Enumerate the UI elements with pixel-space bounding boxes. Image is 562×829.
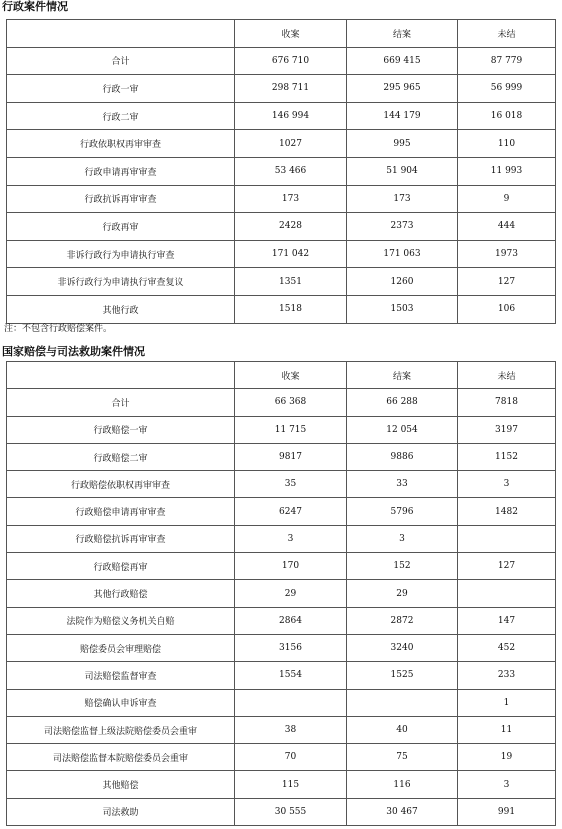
cell-closed: 33 — [347, 471, 458, 498]
section-title-administrative: 行政案件情况 — [2, 0, 68, 13]
header-cell-closed: 结案 — [347, 20, 458, 48]
header-cell-pending: 未结 — [458, 20, 556, 48]
cell-closed: 171 063 — [347, 240, 458, 268]
row-label: 非诉行政行为申请执行审查 — [7, 240, 235, 268]
table-row — [7, 389, 556, 416]
cell-received: 35 — [235, 471, 347, 498]
cell-received: 1027 — [235, 130, 347, 158]
row-label: 其他赔偿 — [7, 771, 235, 798]
cell-closed: 30 467 — [347, 798, 458, 825]
cell-pending: 9 — [458, 185, 556, 213]
table-row — [7, 580, 556, 607]
cell-closed: 66 288 — [347, 389, 458, 416]
table-row — [7, 295, 556, 323]
table-row — [7, 771, 556, 798]
table-row — [7, 689, 556, 716]
cell-received: 6247 — [235, 498, 347, 525]
row-label: 合计 — [7, 389, 235, 416]
cell-closed: 75 — [347, 744, 458, 771]
cell-closed: 12 054 — [347, 416, 458, 443]
cell-received: 1518 — [235, 295, 347, 323]
cell-pending: 7818 — [458, 389, 556, 416]
row-label: 行政赔偿依职权再审审查 — [7, 471, 235, 498]
table-row — [7, 471, 556, 498]
cell-pending: 3197 — [458, 416, 556, 443]
cell-received: 3156 — [235, 634, 347, 661]
table-row — [7, 157, 556, 185]
table-row — [7, 744, 556, 771]
cell-closed — [347, 689, 458, 716]
cell-closed: 9886 — [347, 443, 458, 470]
section-title-state-compensation: 国家赔偿与司法救助案件情况 — [2, 345, 145, 358]
table-row — [7, 268, 556, 296]
row-label: 行政一审 — [7, 75, 235, 103]
table-row — [7, 662, 556, 689]
row-label: 司法赔偿监督本院赔偿委员会重审 — [7, 744, 235, 771]
cell-pending — [458, 580, 556, 607]
cell-received: 38 — [235, 716, 347, 743]
cell-received: 1554 — [235, 662, 347, 689]
cell-closed: 152 — [347, 553, 458, 580]
cell-received: 676 710 — [235, 47, 347, 75]
cell-pending: 127 — [458, 268, 556, 296]
row-label: 行政赔偿二审 — [7, 443, 235, 470]
row-label: 法院作为赔偿义务机关自赔 — [7, 607, 235, 634]
cell-closed: 1525 — [347, 662, 458, 689]
cell-pending: 1482 — [458, 498, 556, 525]
cell-pending: 3 — [458, 471, 556, 498]
row-label: 司法赔偿监督上级法院赔偿委员会重审 — [7, 716, 235, 743]
cell-pending: 11 993 — [458, 157, 556, 185]
cell-pending: 1 — [458, 689, 556, 716]
header-cell-closed: 结案 — [347, 362, 458, 389]
cell-closed: 29 — [347, 580, 458, 607]
cell-closed: 5796 — [347, 498, 458, 525]
row-label: 行政赔偿抗诉再审审查 — [7, 525, 235, 552]
table-footnote: 注：不包含行政赔偿案件。 — [4, 324, 113, 334]
cell-closed: 173 — [347, 185, 458, 213]
cell-received: 9817 — [235, 443, 347, 470]
table-row — [7, 240, 556, 268]
row-label: 赔偿委员会审理赔偿 — [7, 634, 235, 661]
cell-pending: 1973 — [458, 240, 556, 268]
row-label: 行政赔偿再审 — [7, 553, 235, 580]
row-label: 赔偿确认申诉审查 — [7, 689, 235, 716]
cell-pending — [458, 525, 556, 552]
row-label: 司法赔偿监督审查 — [7, 662, 235, 689]
cell-received: 146 994 — [235, 102, 347, 130]
cell-pending: 127 — [458, 553, 556, 580]
cell-pending: 233 — [458, 662, 556, 689]
table-row — [7, 47, 556, 75]
cell-closed: 116 — [347, 771, 458, 798]
cell-pending: 16 018 — [458, 102, 556, 130]
cell-received — [235, 689, 347, 716]
table-row — [7, 213, 556, 241]
row-label: 合计 — [7, 47, 235, 75]
cell-received: 298 711 — [235, 75, 347, 103]
header-cell-received: 收案 — [235, 20, 347, 48]
cell-closed: 669 415 — [347, 47, 458, 75]
row-label: 行政抗诉再审审查 — [7, 185, 235, 213]
table-header-row — [7, 362, 556, 389]
cell-pending: 147 — [458, 607, 556, 634]
header-cell-blank — [7, 362, 235, 389]
cell-received: 30 555 — [235, 798, 347, 825]
cell-received: 70 — [235, 744, 347, 771]
header-cell-pending: 未结 — [458, 362, 556, 389]
cell-pending: 106 — [458, 295, 556, 323]
cell-closed: 295 965 — [347, 75, 458, 103]
cell-received: 2428 — [235, 213, 347, 241]
cell-pending: 444 — [458, 213, 556, 241]
cell-closed: 1503 — [347, 295, 458, 323]
cell-pending: 87 779 — [458, 47, 556, 75]
table-row — [7, 607, 556, 634]
cell-pending: 1152 — [458, 443, 556, 470]
row-label: 行政再审 — [7, 213, 235, 241]
cell-closed: 2373 — [347, 213, 458, 241]
cell-closed: 144 179 — [347, 102, 458, 130]
row-label: 司法救助 — [7, 798, 235, 825]
table-row — [7, 553, 556, 580]
cell-pending: 56 999 — [458, 75, 556, 103]
table-row — [7, 498, 556, 525]
administrative-cases-table — [6, 19, 556, 324]
cell-received: 3 — [235, 525, 347, 552]
cell-received: 171 042 — [235, 240, 347, 268]
cell-received: 173 — [235, 185, 347, 213]
table-row — [7, 634, 556, 661]
cell-closed: 3 — [347, 525, 458, 552]
cell-received: 29 — [235, 580, 347, 607]
table-row — [7, 185, 556, 213]
header-cell-received: 收案 — [235, 362, 347, 389]
cell-pending: 991 — [458, 798, 556, 825]
cell-pending: 19 — [458, 744, 556, 771]
table-row — [7, 443, 556, 470]
row-label: 非诉行政行为申请执行审查复议 — [7, 268, 235, 296]
cell-closed: 2872 — [347, 607, 458, 634]
table-row — [7, 130, 556, 158]
table-row — [7, 716, 556, 743]
row-label: 行政赔偿一审 — [7, 416, 235, 443]
cell-received: 66 368 — [235, 389, 347, 416]
table-row — [7, 798, 556, 825]
cell-received: 170 — [235, 553, 347, 580]
cell-closed: 51 904 — [347, 157, 458, 185]
table-row — [7, 102, 556, 130]
cell-received: 53 466 — [235, 157, 347, 185]
cell-received: 2864 — [235, 607, 347, 634]
row-label: 其他行政赔偿 — [7, 580, 235, 607]
row-label: 行政二审 — [7, 102, 235, 130]
cell-closed: 1260 — [347, 268, 458, 296]
cell-received: 11 715 — [235, 416, 347, 443]
cell-closed: 995 — [347, 130, 458, 158]
cell-pending: 110 — [458, 130, 556, 158]
cell-pending: 3 — [458, 771, 556, 798]
header-cell-blank — [7, 20, 235, 48]
cell-received: 115 — [235, 771, 347, 798]
table-header-row — [7, 20, 556, 48]
cell-closed: 3240 — [347, 634, 458, 661]
row-label: 行政依职权再审审查 — [7, 130, 235, 158]
table-row — [7, 525, 556, 552]
row-label: 行政申请再审审查 — [7, 157, 235, 185]
table-row — [7, 416, 556, 443]
table-row — [7, 75, 556, 103]
row-label: 行政赔偿申请再审审查 — [7, 498, 235, 525]
cell-pending: 452 — [458, 634, 556, 661]
cell-pending: 11 — [458, 716, 556, 743]
row-label: 其他行政 — [7, 295, 235, 323]
state-compensation-table — [6, 361, 556, 826]
cell-closed: 40 — [347, 716, 458, 743]
cell-received: 1351 — [235, 268, 347, 296]
